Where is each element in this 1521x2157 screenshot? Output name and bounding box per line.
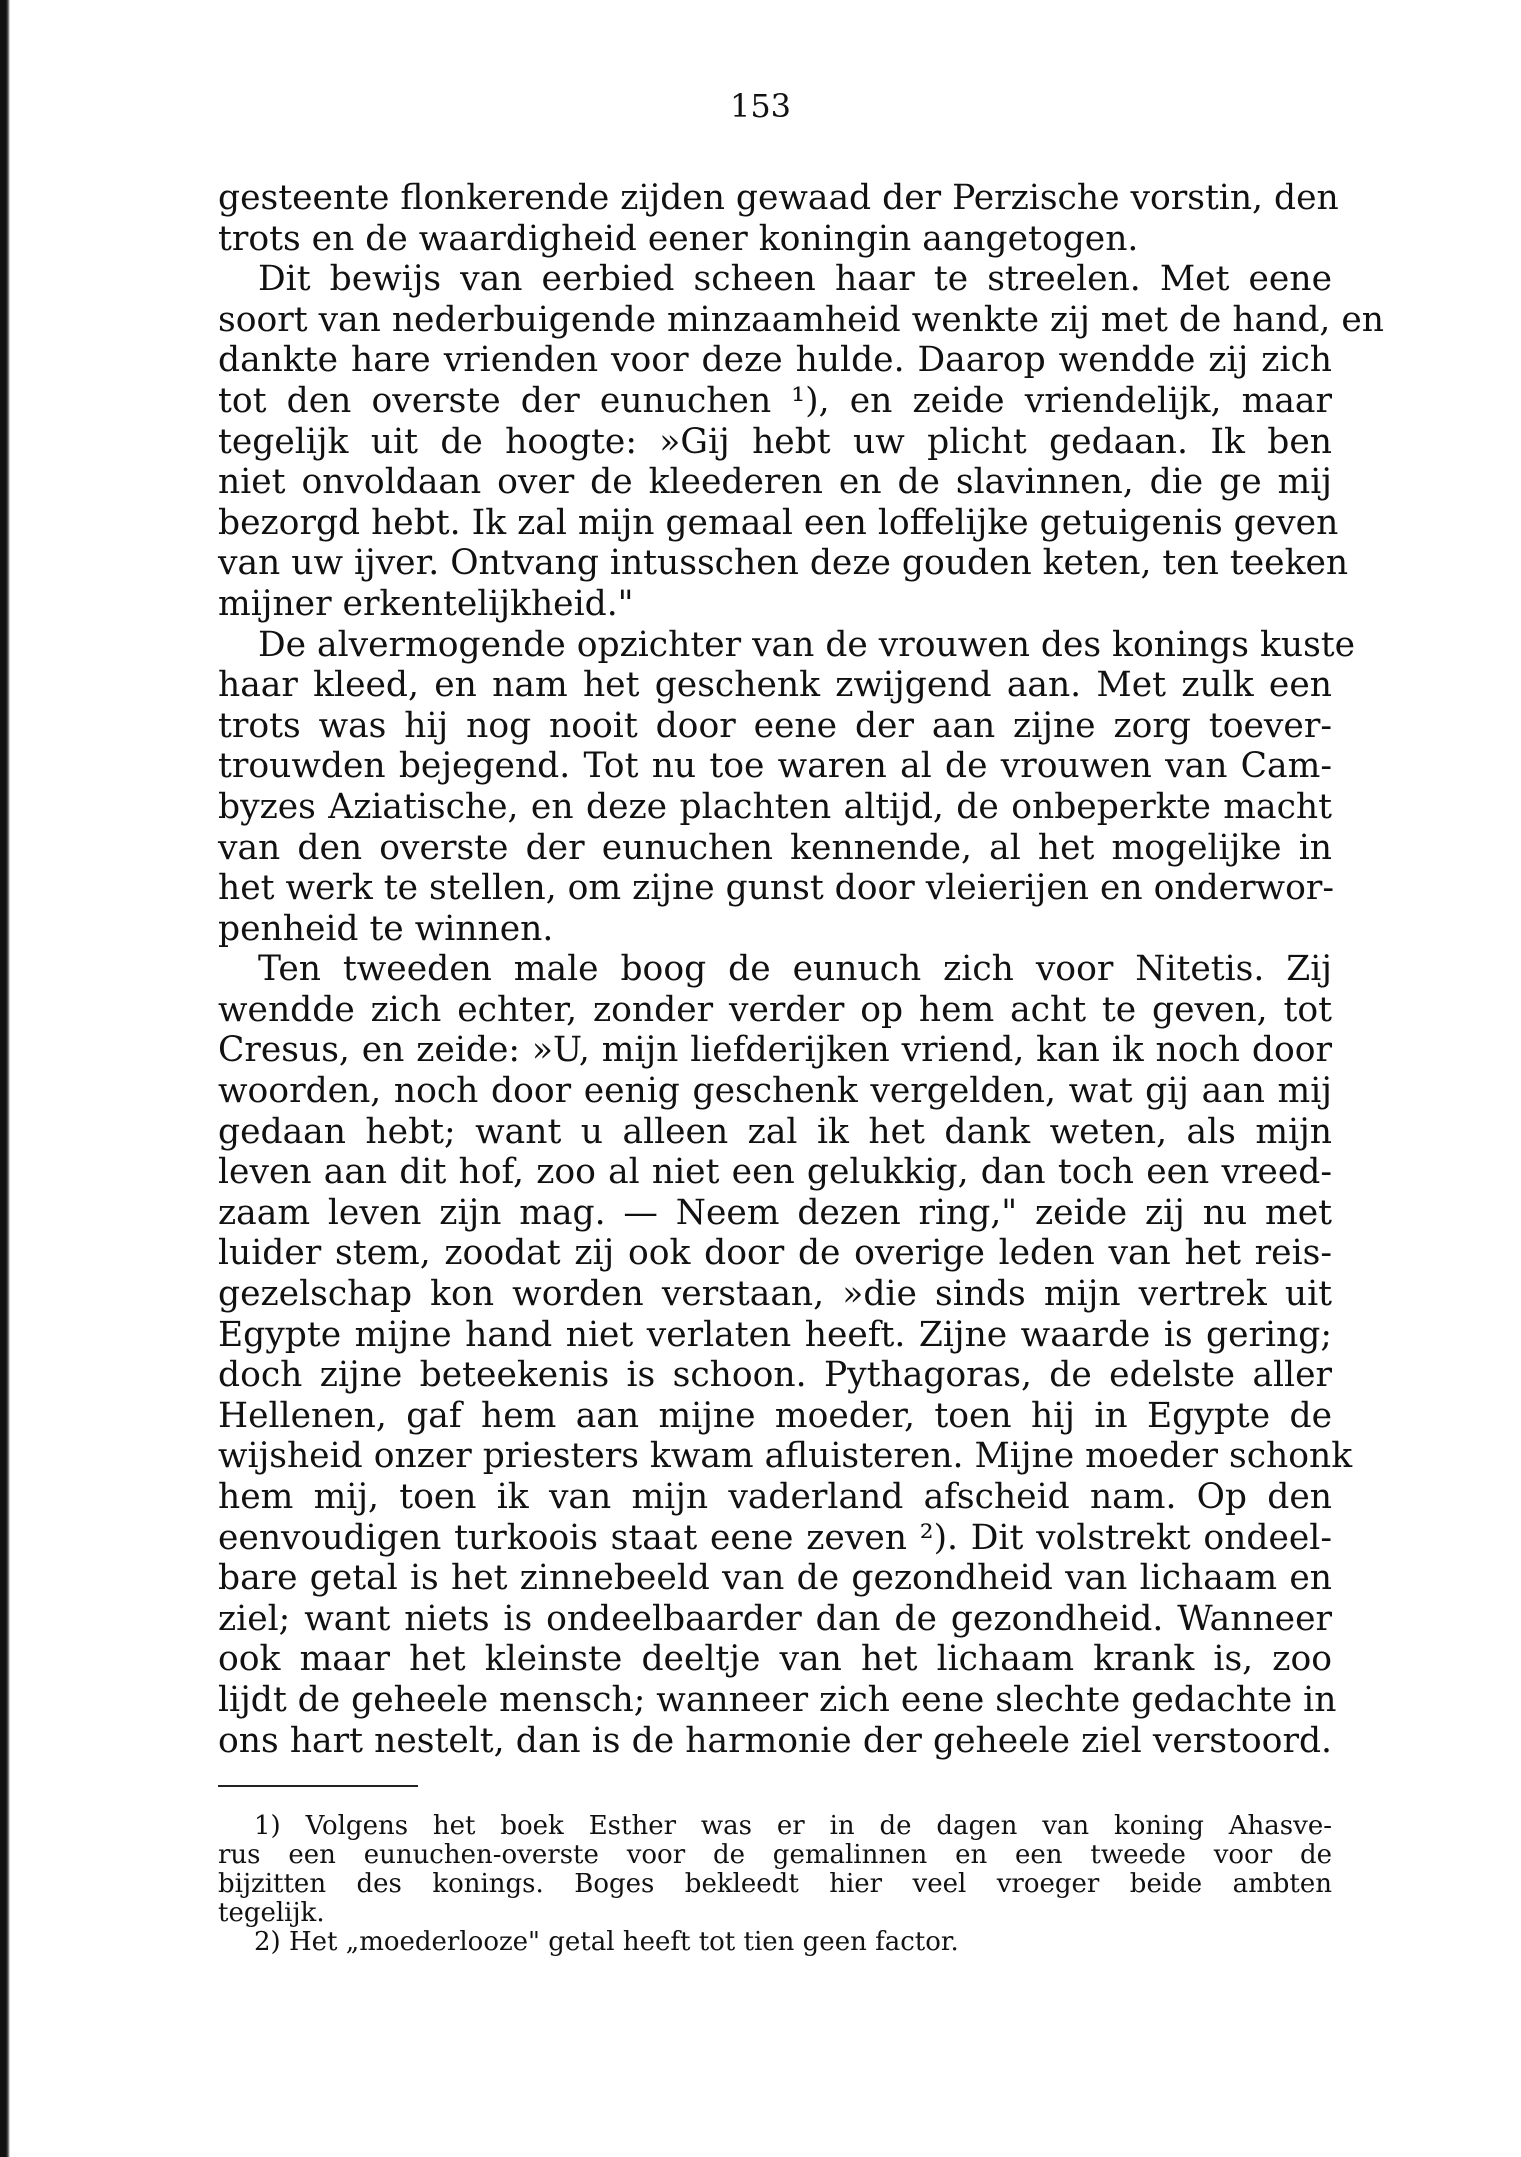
text-line: Hellenen, gaf hem aan mijne moeder, toen hij in Egypte de [218, 1395, 1332, 1436]
footnote-separator [218, 1785, 418, 1787]
text-line: Cresus, en zeide: »U, mijn liefderijken vriend, kan ik noch door [218, 1030, 1332, 1071]
footnotes [218, 1812, 1332, 1957]
text-line: zaam leven zijn mag. — Neem dezen ring," zeide zij nu met [218, 1192, 1332, 1233]
footnote-line: bijzitten des konings. Boges bekleedt hier veel vroeger beide ambten [218, 1869, 1332, 1899]
text-line: Egypte mijne hand niet verlaten heeft. Zijne waarde is gering; [218, 1314, 1332, 1355]
text-line: woorden, noch door eenig geschenk vergelden, wat gij aan mij [218, 1071, 1332, 1112]
text-line: bezorgd hebt. Ik zal mijn gemaal een loffelijke getuigenis geven [218, 502, 1339, 543]
footnote-line: 1) Volgens het boek Esther was er in de dagen van koning Ahasve- [254, 1811, 1332, 1841]
text-line: tot den overste der eunuchen ¹), en zeide vriendelijk, maar [218, 380, 1332, 421]
text-line: luider stem, zoodat zij ook door de overige leden van het reis- [218, 1233, 1332, 1274]
text-line: Dit bewijs van eerbied scheen haar te streelen. Met eene [258, 259, 1332, 300]
text-line: bare getal is het zinnebeeld van de gezondheid van lichaam en [218, 1558, 1332, 1599]
footnote-line: 2) Het „moederlooze" getal heeft tot tien geen factor. [254, 1927, 959, 1957]
text-line: dankte hare vrienden voor deze hulde. Daarop wendde zij zich [218, 340, 1332, 381]
text-line: van den overste der eunuchen kennende, al het mogelijke in [218, 827, 1332, 868]
text-line: niet onvoldaan over de kleederen en de slavinnen, die ge mij [218, 462, 1332, 503]
text-line: Ten tweeden male boog de eunuch zich voor Nitetis. Zij [258, 949, 1332, 990]
text-line: ziel; want niets is ondeelbaarder dan de gezondheid. Wanneer [218, 1598, 1332, 1639]
text-line: gedaan hebt; want u alleen zal ik het dank weten, als mijn [218, 1111, 1332, 1152]
text-line: De alvermogende opzichter van de vrouwen des konings kuste [258, 624, 1356, 665]
text-line: van uw ijver. Ontvang intusschen deze gouden keten, ten teeken [218, 543, 1349, 584]
text-line: ook maar het kleinste deeltje van het lichaam krank is, zoo [218, 1639, 1332, 1680]
text-line: doch zijne beteekenis is schoon. Pythagoras, de edelste aller [218, 1355, 1332, 1396]
text-line: trots en de waardigheid eener koningin aangetogen. [218, 218, 1139, 259]
text-line: het werk te stellen, om zijne gunst door vleierijen en onderwor- [218, 868, 1335, 909]
text-line: byzes Aziatische, en deze plachten altijd, de onbeperkte macht [218, 786, 1332, 827]
text-line: gesteente flonkerende zijden gewaad der Perzische vorstin, den [218, 178, 1339, 218]
text-line: mijner erkentelijkheid." [218, 583, 634, 624]
text-line: wijsheid onzer priesters kwam afluisteren. Mijne moeder schonk [218, 1436, 1353, 1477]
text-line: trouwden bejegend. Tot nu toe waren al de vrouwen van Cam- [218, 746, 1332, 787]
footnote-line: tegelijk. [218, 1898, 325, 1928]
footnote-line: rus een eunuchen-overste voor de gemalinnen en een tweede voor de [218, 1840, 1332, 1870]
text-line: eenvoudigen turkoois staat eene zeven ²). Dit volstrekt ondeel- [218, 1517, 1332, 1558]
text-line: haar kleed, en nam het geschenk zwijgend aan. Met zulk een [218, 665, 1332, 706]
body-text [218, 178, 1384, 1761]
text-line: hem mij, toen ik van mijn vaderland afscheid nam. Op den [218, 1477, 1332, 1517]
text-line: trots was hij nog nooit door eene der aan zijne zorg toever- [218, 705, 1332, 746]
text-line: tegelijk uit de hoogte: »Gij hebt uw plicht gedaan. Ik ben [218, 421, 1332, 462]
text-line: soort van nederbuigende minzaamheid wenkte zij met de hand, en [218, 299, 1384, 340]
text-line: wendde zich echter, zonder verder op hem acht te geven, tot [218, 989, 1332, 1030]
text-line: lijdt de geheele mensch; wanneer zich eene slechte gedachte in [218, 1679, 1337, 1720]
text-line: gezelschap kon worden verstaan, »die sinds mijn vertrek uit [218, 1274, 1332, 1315]
page-number: 153 [729, 87, 792, 125]
text-line: ons hart nestelt, dan is de harmonie der geheele ziel verstoord. [218, 1720, 1332, 1761]
text-line: leven aan dit hof, zoo al niet een gelukkig, dan toch een vreed- [218, 1152, 1332, 1193]
text-line: penheid te winnen. [218, 908, 554, 949]
scan-edge [0, 0, 10, 2157]
